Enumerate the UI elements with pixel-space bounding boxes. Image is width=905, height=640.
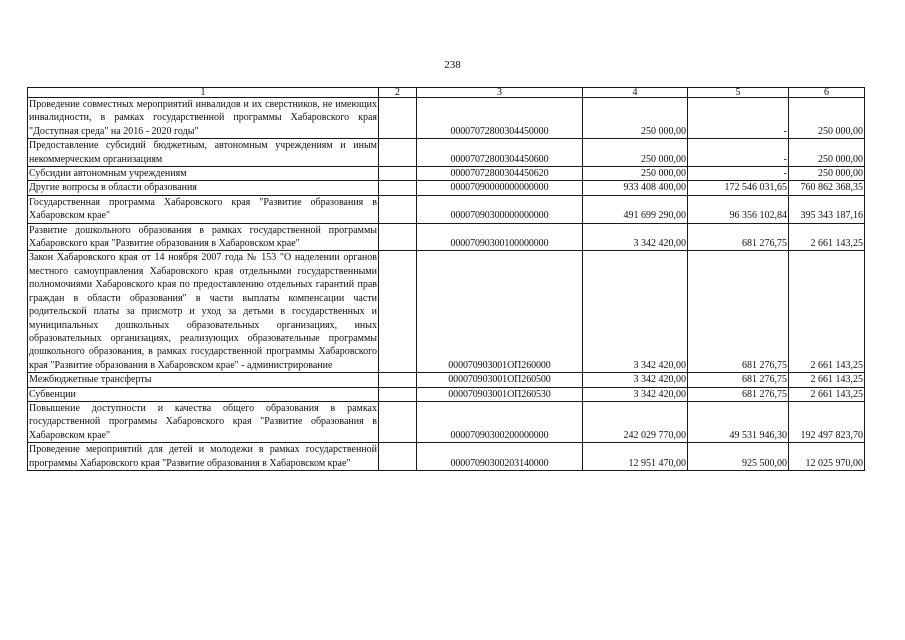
row-col2: [379, 167, 417, 181]
row-col4: 3 342 420,00: [583, 223, 688, 251]
column-header-5: 5: [688, 88, 789, 98]
table-row: [28, 139, 865, 167]
row-code: 00007072800304450600: [417, 139, 583, 167]
row-col4: 3 342 420,00: [583, 373, 688, 387]
row-code: 00007090300000000000: [417, 195, 583, 223]
row-code: 00007090300100000000: [417, 223, 583, 251]
row-col2: [379, 443, 417, 471]
row-col5: 681 276,75: [688, 387, 789, 401]
table-header-row: [28, 88, 865, 98]
row-col2: [379, 181, 417, 195]
row-code: 000070903001ОП260000: [417, 251, 583, 373]
row-col6: 250 000,00: [789, 98, 865, 139]
row-col2: [379, 373, 417, 387]
row-col5: 681 276,75: [688, 251, 789, 373]
row-col5: 172 546 031,65: [688, 181, 789, 195]
row-col6: 395 343 187,16: [789, 195, 865, 223]
table-row: [28, 223, 865, 251]
table-row: [28, 373, 865, 387]
row-col6: 760 862 368,35: [789, 181, 865, 195]
row-col4: 3 342 420,00: [583, 387, 688, 401]
row-col4: 3 342 420,00: [583, 251, 688, 373]
row-name: Развитие дошкольного образования в рамках государственной программы Хабаровского края "Развитие образования в Хабаровском крае": [29, 224, 377, 250]
row-code: 000070903001ОП260500: [417, 373, 583, 387]
row-col4: 12 951 470,00: [583, 443, 688, 471]
row-name: Проведение мероприятий для детей и молодежи в рамках государственной программы Хабаровского края "Развитие образования в Хабаровском крае": [29, 444, 377, 469]
table-row: [28, 167, 865, 181]
row-code: 00007090000000000000: [417, 181, 583, 195]
budget-table: [27, 87, 865, 471]
row-col4: 250 000,00: [583, 139, 688, 167]
column-header-2: 2: [379, 88, 417, 98]
row-col5: 96 356 102,84: [688, 195, 789, 223]
row-col6: 2 661 143,25: [789, 387, 865, 401]
column-header-6: 6: [789, 88, 865, 98]
row-name: Государственная программа Хабаровского края "Развитие образования в Хабаровском крае": [29, 196, 377, 222]
table-row: [28, 98, 865, 139]
row-code: 00007090300200000000: [417, 401, 583, 442]
page-number: 238: [444, 59, 461, 71]
column-header-3: 3: [417, 88, 583, 98]
table-row: [28, 443, 865, 471]
row-code: 00007072800304450620: [417, 167, 583, 181]
row-col6: 12 025 970,00: [789, 443, 865, 471]
row-col5: 925 500,00: [688, 443, 789, 471]
row-col6: 2 661 143,25: [789, 223, 865, 251]
table-row: [28, 387, 865, 401]
row-col4: 491 699 290,00: [583, 195, 688, 223]
table-row: [28, 181, 865, 195]
row-col5: 681 276,75: [688, 373, 789, 387]
row-name: Субвенции: [28, 387, 379, 401]
row-code: 000070903001ОП260530: [417, 387, 583, 401]
row-col2: [379, 223, 417, 251]
row-name: Субсидии автономным учреждениям: [28, 167, 379, 181]
row-col6: 2 661 143,25: [789, 373, 865, 387]
row-col6: 250 000,00: [789, 167, 865, 181]
row-col5: 49 531 946,30: [688, 401, 789, 442]
row-name: Предоставление субсидий бюджетным, автономным учреждениям и иным некоммерческим организациям: [29, 140, 377, 165]
row-name: Другие вопросы в области образования: [28, 181, 379, 195]
table-row: [28, 195, 865, 223]
column-header-4: 4: [583, 88, 688, 98]
row-col5: -: [688, 167, 789, 181]
row-col2: [379, 139, 417, 167]
row-name: Межбюджетные трансферты: [28, 373, 379, 387]
column-header-1: 1: [28, 88, 379, 98]
row-col4: 250 000,00: [583, 167, 688, 181]
row-col6: 250 000,00: [789, 139, 865, 167]
row-col6: 192 497 823,70: [789, 401, 865, 442]
row-col2: [379, 401, 417, 442]
table-row: [28, 401, 865, 442]
row-code: 00007090300203140000: [417, 443, 583, 471]
row-col4: 933 408 400,00: [583, 181, 688, 195]
row-code: 00007072800304450000: [417, 98, 583, 139]
row-col2: [379, 98, 417, 139]
row-name: Повышение доступности и качества общего образования в рамках государственной программы Хабаровского края "Развитие образования в Хабаровском крае": [29, 402, 377, 441]
row-name: Проведение совместных мероприятий инвалидов и их сверстников, не имеющих инвалидности, в рамках государственной программы Хабаровского края "Доступная среда" на 2016 - 2020 годы": [29, 99, 377, 137]
row-col6: 2 661 143,25: [789, 251, 865, 373]
row-col5: -: [688, 139, 789, 167]
row-col5: 681 276,75: [688, 223, 789, 251]
row-col2: [379, 387, 417, 401]
row-col5: -: [688, 98, 789, 139]
table-row: [28, 251, 865, 373]
row-name: Закон Хабаровского края от 14 ноября 2007 года № 153 "О наделении органов местного самоуправления Хабаровского края отдельными государственными полномочиями Хабаровского края по предоставлению отдельных гарантий прав граждан в области образования" в части выплаты компенсации части родительской платы за присмотр и уход за детьми в государственных и муниципальных дошкольных образовательных организациях, иных образовательных организациях, реализующих образовательные программы дошкольного образования, в рамках государственной программы Хабаровского края "Развитие образования в Хабаровском крае" - администрирование: [29, 252, 377, 371]
row-col2: [379, 251, 417, 373]
row-col4: 250 000,00: [583, 98, 688, 139]
row-col2: [379, 195, 417, 223]
row-col4: 242 029 770,00: [583, 401, 688, 442]
